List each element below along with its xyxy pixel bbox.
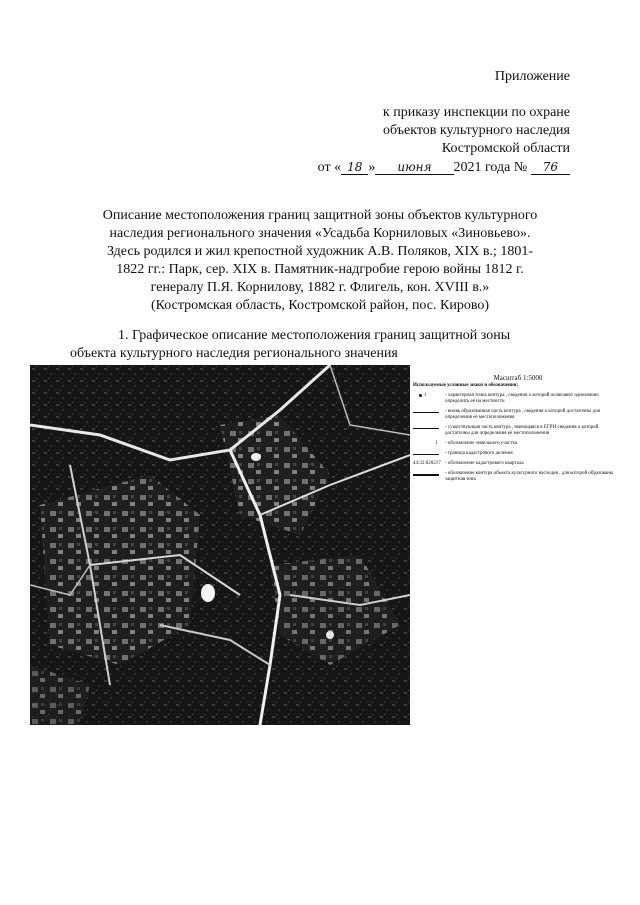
order-year: 2021 года № — [453, 160, 528, 175]
header-region: Костромской области — [441, 141, 570, 156]
map-graphic — [30, 365, 410, 725]
title-line-6: (Костромская область, Костромской район, пос. Кирово) — [150, 298, 490, 313]
section-1-line-1: 1. Графическое описание местоположения границ защитной зоны — [118, 328, 511, 343]
order-number: 76 — [531, 160, 570, 175]
parcel-number-symbol: 1 — [435, 441, 438, 446]
section-1 — [70, 327, 570, 363]
header-appendix: Приложение — [494, 69, 570, 84]
legend-item — [413, 409, 623, 421]
line-symbol-icon — [413, 451, 445, 457]
legend-item — [413, 425, 623, 437]
line-symbol-icon — [413, 409, 445, 421]
legend-item — [413, 461, 623, 467]
legend-item-text: - существующая часть контура , имеющаяся в ЕГРН сведения о которой достаточны для определения её местоположения — [445, 425, 599, 436]
document-header — [318, 68, 570, 177]
header-order-ref: к приказу инспекции по охране — [382, 105, 570, 120]
legend-item-text: - обозначение кадастрового квартала — [445, 461, 524, 466]
legend-item-text: - обозначение земельного участка — [445, 441, 518, 446]
legend-caption: Используемые условные знаки и обозначения: — [413, 383, 519, 388]
point-marker-icon: 1 — [413, 393, 445, 405]
title-line-5: генералу П.Я. Корнилову, 1882 г. Флигель, кон. XVIII в.» — [150, 280, 490, 295]
legend-item-text: - граница кадастрового деления — [445, 451, 513, 456]
header-heritage: объектов культурного наследия — [382, 123, 570, 138]
order-prefix: от « — [317, 160, 342, 175]
legend-item-text: - характерная точка контура , сведения о которой позволяют однозначно определить её на местности — [445, 393, 599, 404]
legend-scale: Масштаб 1:5000 — [493, 374, 543, 382]
legend-item — [413, 393, 623, 405]
line-symbol-icon — [413, 471, 445, 483]
order-mid: » — [368, 160, 376, 175]
document-title — [70, 207, 570, 315]
legend-item — [413, 441, 623, 447]
map-legend — [413, 375, 623, 487]
title-line-3: Здесь родился и жил крепостной художник А.В. Поляков, XIX в.; 1801- — [107, 244, 533, 259]
satellite-map — [30, 365, 410, 725]
cadastral-code-symbol: 44:32:020217 — [413, 461, 441, 466]
order-month: июня — [375, 160, 453, 175]
legend-item-text: - обозначение контура объекта культурного наследия , для которой образованы защитная зона — [445, 471, 614, 482]
title-line-4: 1822 гг.: Парк, сер. XIX в. Памятник-надгробие герою войны 1812 г. — [116, 262, 524, 277]
section-1-line-2: объекта культурного наследия регионального значения — [70, 346, 398, 361]
legend-item — [413, 471, 623, 483]
title-line-2: наследия регионального значения «Усадьба Корниловых «Зиновьево». — [109, 226, 531, 241]
line-symbol-icon — [413, 425, 445, 437]
legend-item-text: - вновь образованная часть контура , сведения о которой достаточны для определения её местоположения — [445, 409, 600, 420]
title-line-1: Описание местоположения границ защитной зоны объектов культурного — [102, 208, 538, 223]
legend-item — [413, 451, 623, 457]
order-day: 18 — [341, 160, 368, 175]
order-date-line — [318, 158, 570, 177]
